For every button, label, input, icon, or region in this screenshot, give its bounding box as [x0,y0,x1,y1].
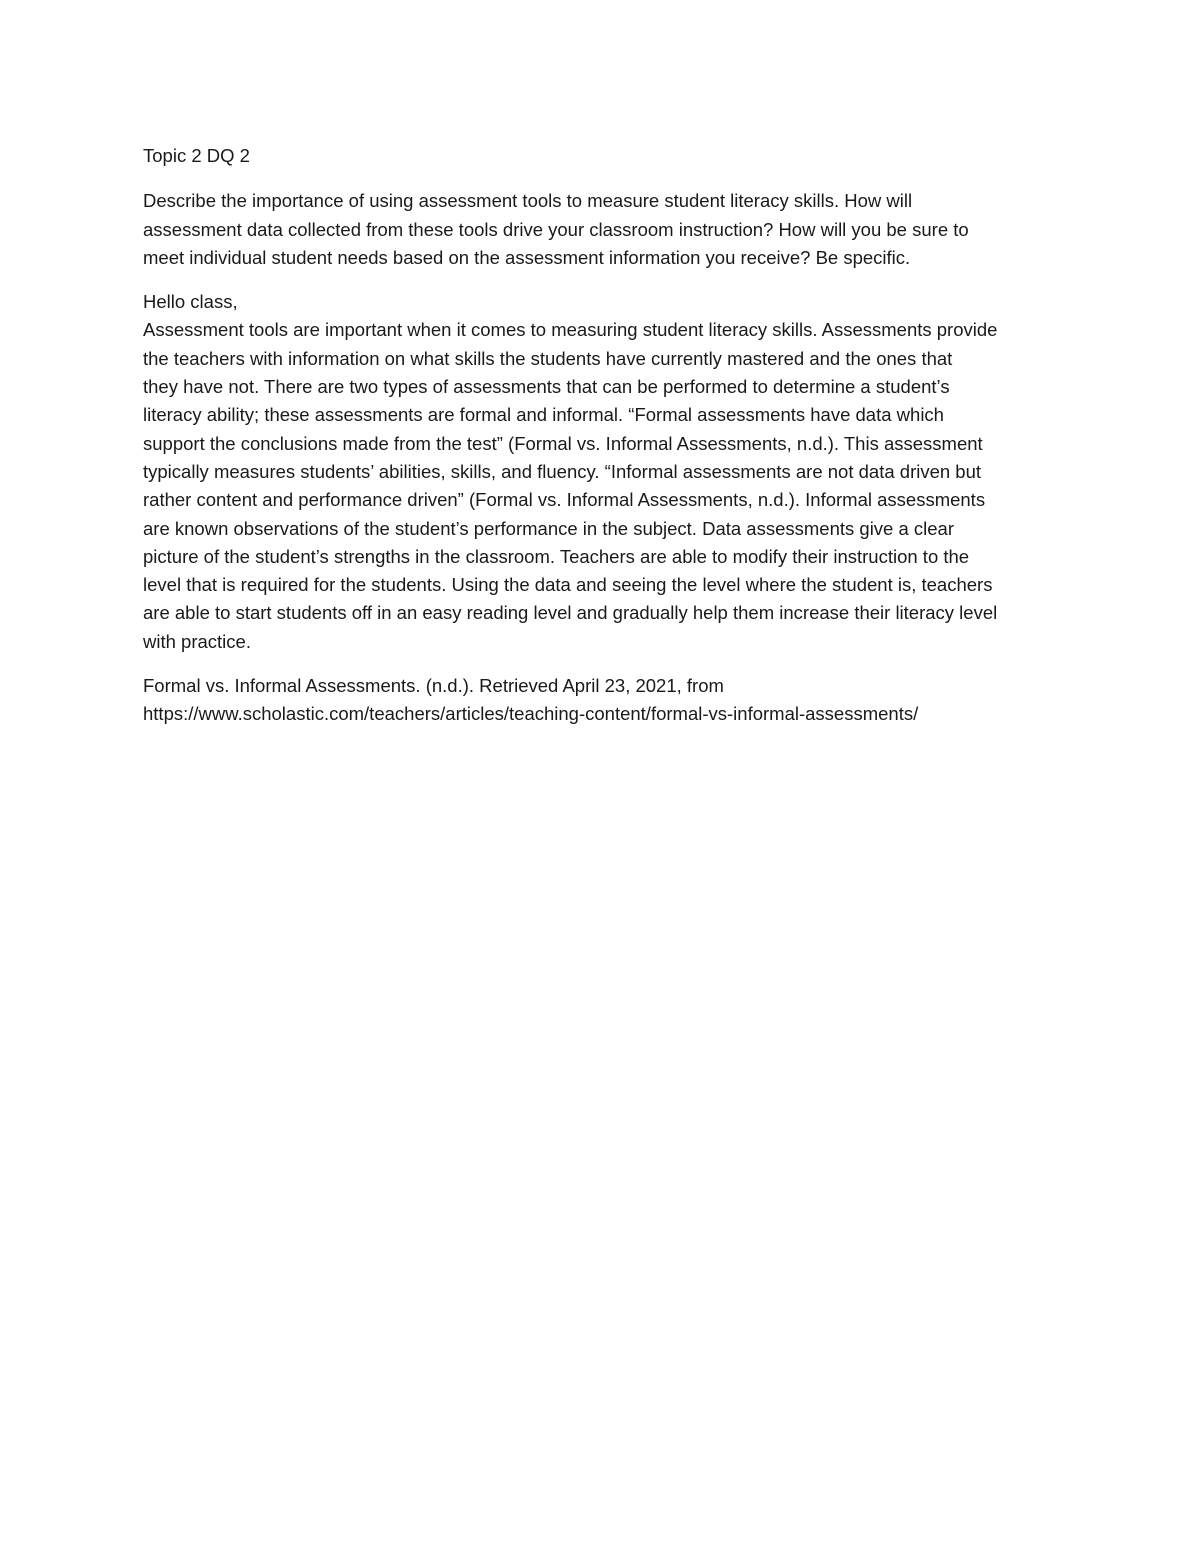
prompt-line: assessment data collected from these tools drive your classroom instruction? How will you be sure to [143,218,969,240]
discussion-prompt [143,187,1063,272]
reference-url: https://www.scholastic.com/teachers/articles/teaching-content/formal-vs-informal-assessments/ [143,703,919,725]
greeting: Hello class, [143,291,238,313]
response-line: are known observations of the student’s performance in the subject. Data assessments give a clear [143,517,955,539]
reference-citation [143,672,1063,729]
response-line: they have not. There are two types of assessments that can be performed to determine a student’s [143,376,950,398]
response-paragraph [143,288,1063,656]
response-line: literacy ability; these assessments are formal and informal. “Formal assessments have data which [143,404,944,426]
response-line: the teachers with information on what skills the students have currently mastered and the ones that [143,347,953,369]
document-body [143,142,1063,745]
response-line: level that is required for the students. Using the data and seeing the level where the student is, teachers [143,574,993,596]
document-title [143,142,1063,170]
prompt-line: Describe the importance of using assessment tools to measure student literacy skills. How will [143,190,913,212]
response-line: support the conclusions made from the test” (Formal vs. Informal Assessments, n.d.). This assessment [143,432,983,454]
prompt-line: meet individual student needs based on the assessment information you receive? Be specific. [143,246,911,268]
response-line: with practice. [143,630,251,652]
response-line: Assessment tools are important when it comes to measuring student literacy skills. Assessments provide [143,319,998,341]
response-line: picture of the student’s strengths in the classroom. Teachers are able to modify their instruction to the [143,545,970,567]
title-text: Topic 2 DQ 2 [143,145,250,166]
response-line: are able to start students off in an easy reading level and gradually help them increase their literacy level [143,602,998,624]
response-line: typically measures students’ abilities, skills, and fluency. “Informal assessments are not data driven but [143,460,982,482]
response-line: rather content and performance driven” (Formal vs. Informal Assessments, n.d.). Informal assessments [143,489,986,511]
reference-line: Formal vs. Informal Assessments. (n.d.). Retrieved April 23, 2021, from [143,675,724,697]
